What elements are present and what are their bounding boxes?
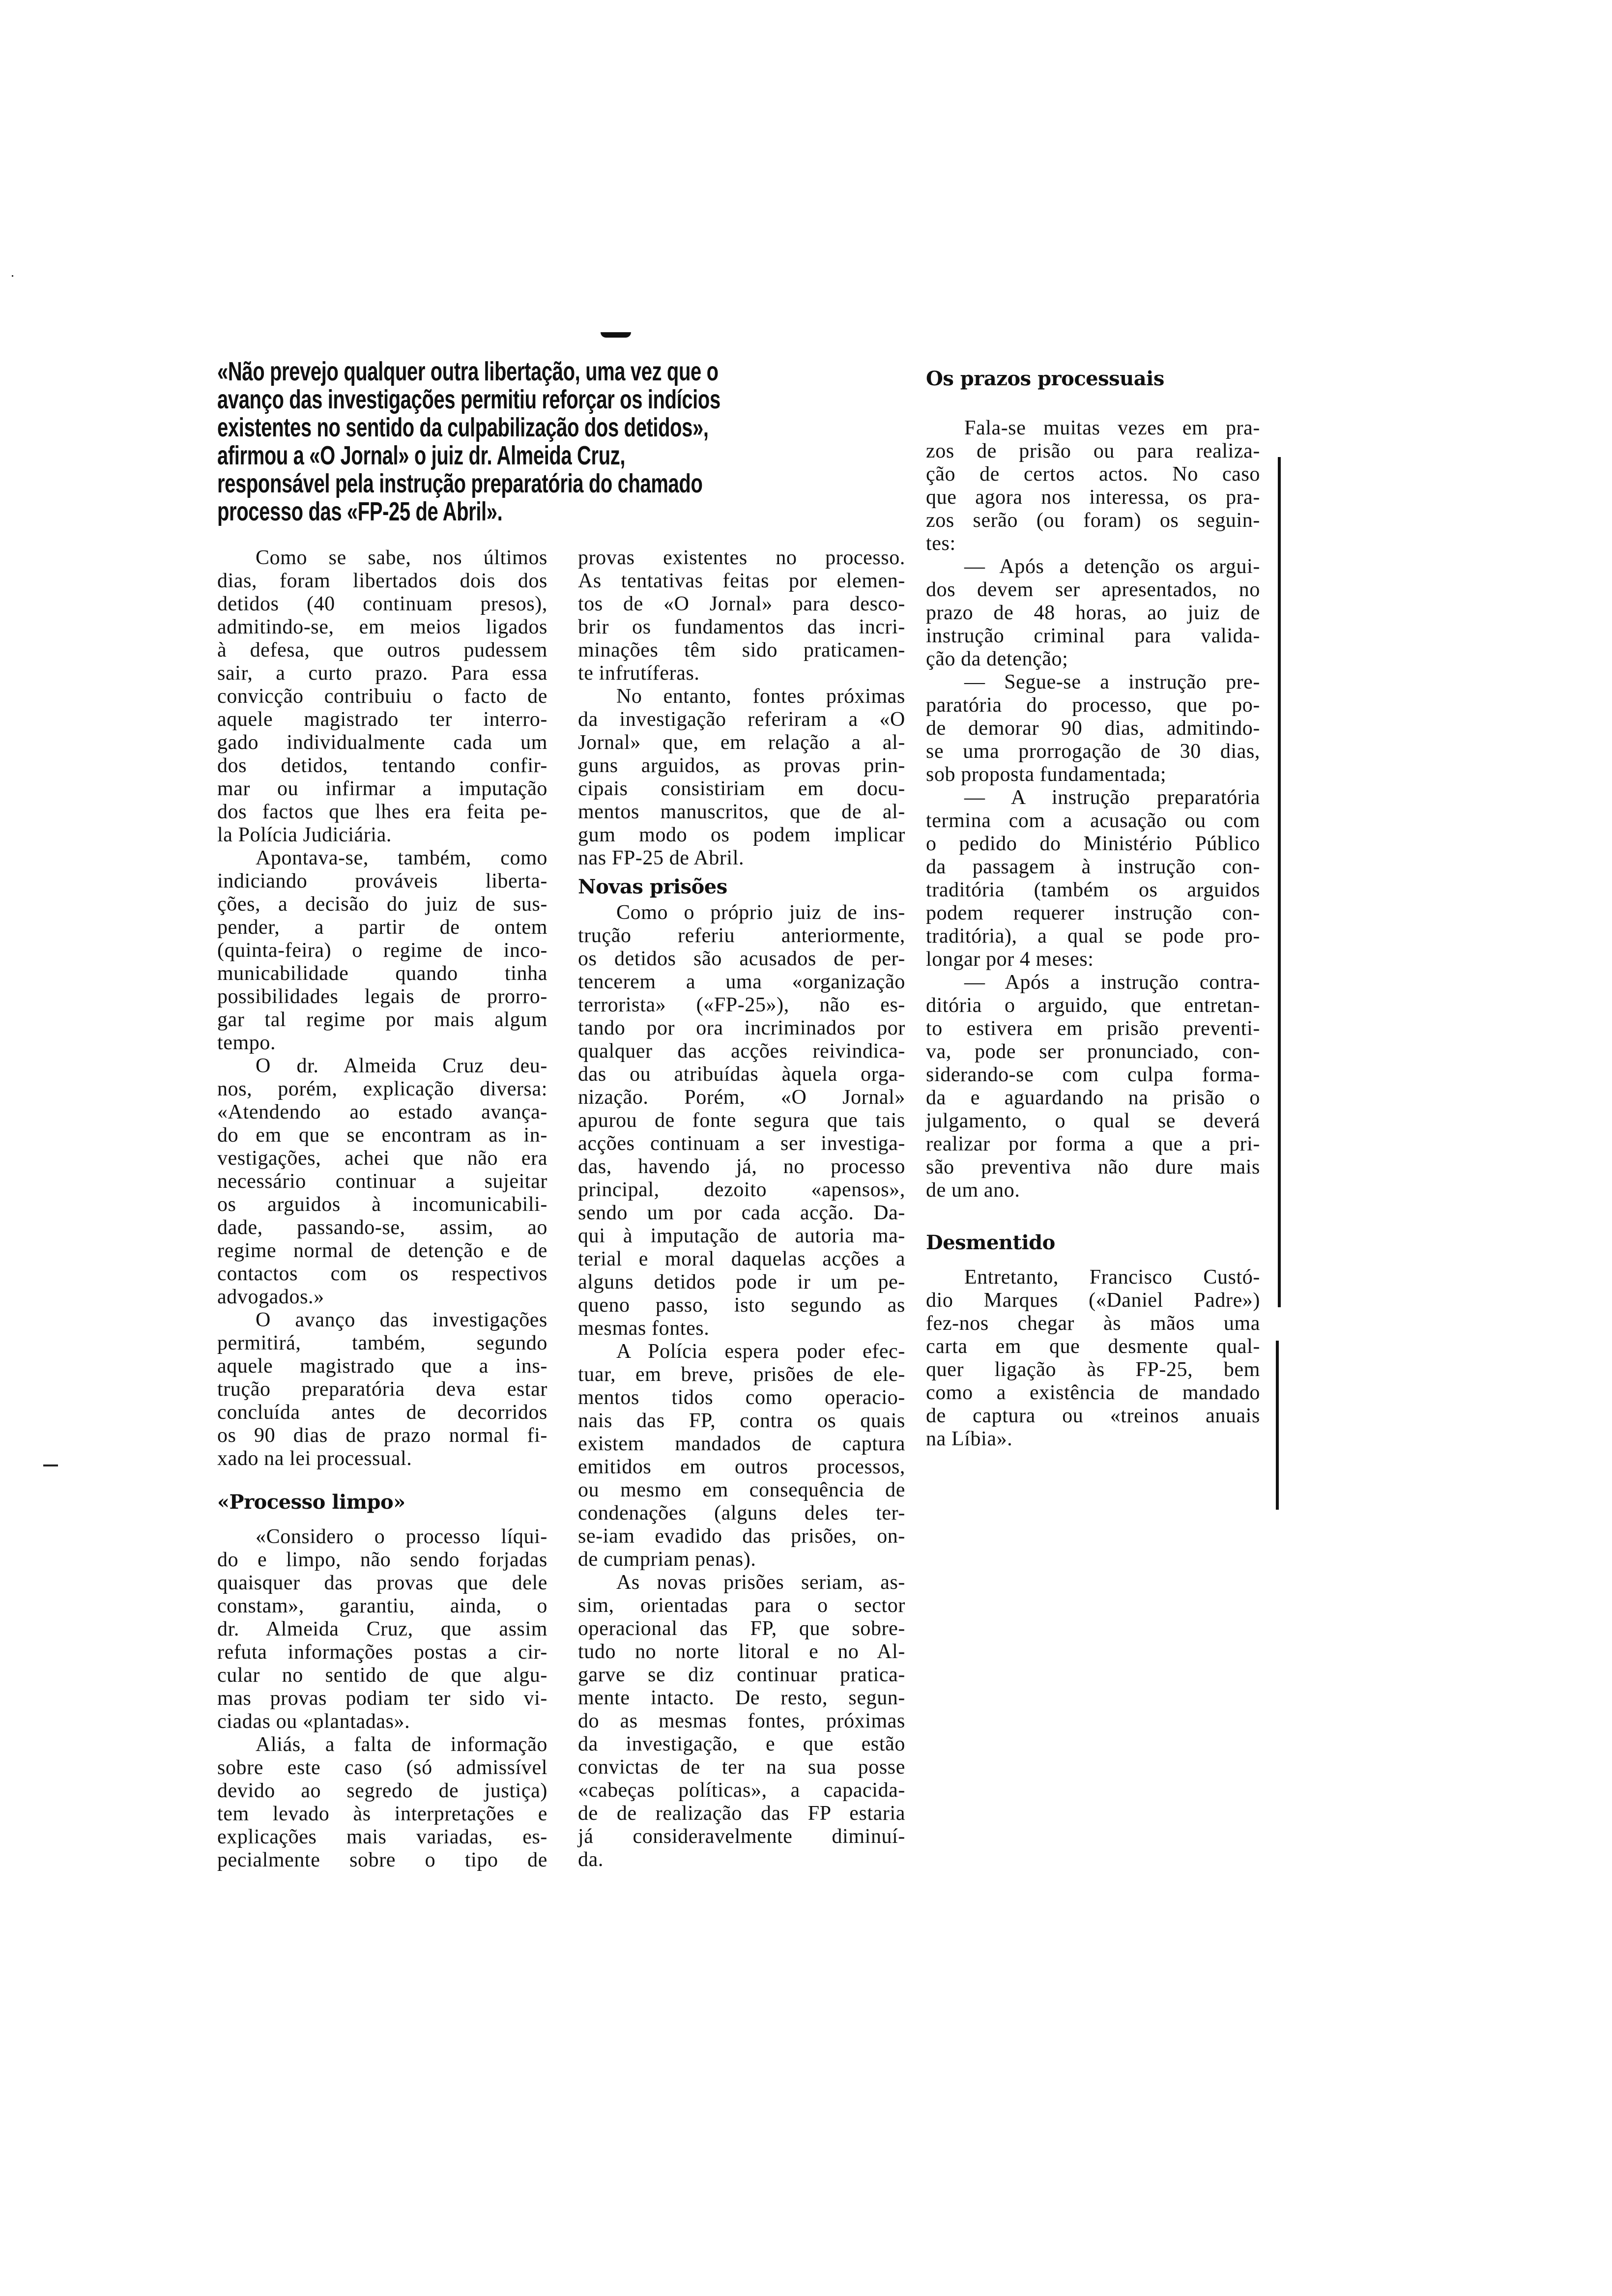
text-line: qualquer das acções reivindica- (578, 1040, 905, 1062)
text-line: o pedido do Ministério Público (926, 832, 1260, 855)
lead-line: «Não prevejo qualquer outra libertação, uma vez que o (217, 357, 719, 386)
paragraph (217, 1733, 547, 1872)
text-line: advogados.» (217, 1286, 324, 1308)
text-line: dade, passando-se, assim, ao (217, 1216, 547, 1239)
paragraph (217, 1055, 547, 1309)
text-line: detidos (40 continuam presos), (217, 593, 547, 615)
text-line: mas provas podiam ter sido vi- (217, 1687, 547, 1710)
paragraph (926, 1266, 1260, 1451)
text-line: dos factos que lhes era feita pe- (217, 801, 547, 823)
text-line: fez-nos chegar às mãos uma (926, 1312, 1260, 1335)
text-line: à defesa, que outros pudessem (217, 639, 547, 661)
text-line: traditória (também os arguidos (926, 879, 1260, 901)
article-column-3 (926, 367, 1260, 1451)
text-line: mentos tidos como operacio- (578, 1386, 905, 1409)
paragraph (578, 901, 905, 1340)
text-line: realizar por forma a que a pri- (926, 1133, 1260, 1155)
text-line: da passagem à instrução con- (926, 856, 1260, 878)
text-line: ção de certos actos. No caso (926, 463, 1260, 486)
text-line: O avanço das investigações (256, 1309, 547, 1331)
lead-line: responsável pela instrução preparatória do chamado (217, 469, 703, 498)
text-line: contactos com os respectivos (217, 1263, 547, 1285)
text-line: quaisquer das provas que dele (217, 1572, 547, 1594)
text-line: garve se diz continuar pratica- (578, 1664, 905, 1686)
text-line: — Segue-se a instrução pre- (964, 671, 1260, 693)
decorative-dash (601, 332, 631, 338)
text-line: da investigação, e que estão (578, 1733, 905, 1755)
text-line: admitindo-se, em meios ligados (217, 616, 547, 638)
text-line: aquele magistrado que a ins- (217, 1355, 547, 1378)
text-line: brir os fundamentos das incri- (578, 616, 905, 638)
paragraph (217, 1309, 547, 1470)
text-line: (quinta-feira) o regime de inco- (217, 939, 547, 962)
text-line: de cumpriam penas). (578, 1548, 756, 1571)
text-line: da e aguardando na prisão o (926, 1087, 1260, 1109)
lead-line: processo das «FP-25 de Abril». (217, 497, 503, 526)
text-line: das, havendo já, no processo (578, 1155, 905, 1178)
text-line: dos devem ser apresentados, no (926, 578, 1260, 601)
text-line: sim, orientadas para o sector (578, 1594, 905, 1617)
text-line: gum modo os podem implicar (578, 824, 905, 846)
paragraph (926, 555, 1260, 671)
paragraph (578, 685, 905, 870)
text-line: alguns detidos pode ir um pe- (578, 1271, 905, 1293)
paragraph (578, 1571, 905, 1871)
text-line: carta em que desmente qual- (926, 1335, 1260, 1358)
article-column-1 (217, 546, 547, 1872)
lead-line: avanço das investigações permitiu reforçar os indícios (217, 385, 720, 414)
text-line: convicção contribuiu o facto de (217, 685, 547, 708)
text-line: julgamento, o qual se deverá (926, 1110, 1260, 1132)
text-line: va, pode ser pronunciado, con- (926, 1040, 1260, 1063)
text-line: dio Marques («Daniel Padre») (926, 1289, 1260, 1312)
article-lead (217, 358, 905, 526)
text-line: nais das FP, contra os quais (578, 1409, 905, 1432)
text-line: trução referiu anteriormente, (578, 924, 905, 947)
text-line: Entretanto, Francisco Custó- (964, 1266, 1260, 1289)
text-line: «Considero o processo líqui- (256, 1525, 547, 1548)
paragraph (217, 546, 547, 847)
text-line: na Líbia». (926, 1428, 1013, 1450)
text-line: tando por ora incriminados por (578, 1017, 905, 1039)
text-line: — A instrução preparatória (964, 786, 1260, 809)
section-heading: «Processo limpo» (217, 1491, 405, 1514)
text-line: como a existência de mandado (926, 1381, 1260, 1404)
text-line: qui à imputação de autoria ma- (578, 1225, 905, 1247)
text-line: explicações mais variadas, es- (217, 1826, 547, 1848)
text-line: municabilidade quando tinha (217, 962, 547, 985)
text-line: cipais consistiriam em docu- (578, 777, 905, 800)
text-line: ou mesmo em consequência de (578, 1479, 905, 1501)
text-line: cular no sentido de que algu- (217, 1664, 547, 1687)
article-column-2 (578, 546, 905, 1871)
paragraph (926, 417, 1260, 555)
text-line: da. (578, 1848, 604, 1871)
text-line: «cabeças políticas», a capacida- (578, 1779, 905, 1802)
text-line: apurou de fonte segura que tais (578, 1109, 905, 1132)
text-line: tudo no norte litoral e no Al- (578, 1640, 905, 1663)
text-line: vestigações, achei que não era (217, 1147, 547, 1170)
paragraph (926, 786, 1260, 971)
paragraph (926, 971, 1260, 1202)
scan-mark (43, 1464, 58, 1466)
text-line: mentos manuscritos, que de al- (578, 801, 905, 823)
text-line: — Após a instrução contra- (964, 971, 1260, 994)
text-line: Aliás, a falta de informação (256, 1733, 547, 1756)
text-line: ção da detenção; (926, 648, 1068, 670)
text-line: quer ligação às FP-25, bem (926, 1358, 1260, 1381)
text-line: tos de «O Jornal» para desco- (578, 593, 905, 615)
text-line: se-iam evadido das prisões, on- (578, 1525, 905, 1548)
text-line: do e limpo, não sendo forjadas (217, 1549, 547, 1571)
text-line: dos detidos, tentando confir- (217, 754, 547, 777)
text-line: sendo um por cada acção. Da- (578, 1202, 905, 1224)
text-line: nos, porém, explicação diversa: (217, 1078, 547, 1100)
text-line: necessário continuar a sujeitar (217, 1170, 547, 1193)
section-heading: Os prazos processuais (926, 367, 1164, 390)
text-line: de um ano. (926, 1179, 1020, 1202)
text-line: As tentativas feitas por elemen- (578, 570, 905, 592)
text-line: pecialmente sobre o tipo de (217, 1849, 547, 1871)
text-line: operacional das FP, que sobre- (578, 1617, 905, 1640)
text-line: de demorar 90 dias, admitindo- (926, 717, 1260, 740)
text-line: tes: (926, 532, 956, 555)
text-line: tempo. (217, 1032, 276, 1054)
text-line: aquele magistrado ter interro- (217, 708, 547, 731)
text-line: da investigação referiram a «O (578, 708, 905, 731)
text-line: sob proposta fundamentada; (926, 763, 1167, 786)
text-line: se uma prorrogação de 30 dias, (926, 740, 1260, 763)
text-line: zos serão (ou foram) os seguin- (926, 509, 1260, 532)
text-line: ções, a decisão do juiz de sus- (217, 893, 547, 916)
text-line: permitirá, também, segundo (217, 1332, 547, 1354)
text-line: sair, a curto prazo. Para essa (217, 662, 547, 685)
text-line: As novas prisões seriam, as- (616, 1571, 905, 1594)
column-rule (1278, 457, 1281, 1307)
text-line: queno passo, isto segundo as (578, 1294, 905, 1317)
text-line: longar por 4 meses: (926, 948, 1094, 971)
paragraph (217, 847, 547, 1055)
text-line: de captura ou «treinos anuais (926, 1405, 1260, 1427)
text-line: «Atendendo ao estado avança- (217, 1101, 547, 1123)
text-line: acções continuam a ser investiga- (578, 1132, 905, 1155)
text-line: emitidos em outros processos, (578, 1456, 905, 1478)
text-line: gado individualmente cada um (217, 731, 547, 754)
text-line: principal, dezoito «apensos», (578, 1178, 905, 1201)
text-line: concluída antes de decorridos (217, 1401, 547, 1424)
text-line: traditória), a qual se pode pro- (926, 925, 1260, 947)
text-line: Apontava-se, também, como (256, 847, 547, 869)
text-line: siderando-se com culpa forma- (926, 1063, 1260, 1086)
text-line: convictas de ter na sua posse (578, 1756, 905, 1779)
text-line: nas FP-25 de Abril. (578, 847, 745, 869)
text-line: existem mandados de captura (578, 1433, 905, 1455)
text-line: termina com a acusação ou com (926, 809, 1260, 832)
text-line: que agora nos interessa, os pra- (926, 486, 1260, 509)
paragraph (217, 1525, 547, 1733)
text-line: tem levado às interpretações e (217, 1803, 547, 1825)
text-line: to estivera em prisão preventi- (926, 1017, 1260, 1040)
text-line: terrorista» («FP-25»), não es- (578, 994, 905, 1016)
text-line: devido ao segredo de justiça) (217, 1779, 547, 1802)
text-line: A Polícia espera poder efec- (616, 1340, 905, 1363)
text-line: Como se sabe, nos últimos (256, 546, 547, 569)
text-line: guns arguidos, as provas prin- (578, 754, 905, 777)
text-line: os detidos são acusados de per- (578, 947, 905, 970)
text-line: das ou atribuídas àquela orga- (578, 1063, 905, 1086)
text-line: dias, foram libertados dois dos (217, 570, 547, 592)
column-rule (1276, 1341, 1279, 1510)
section-heading: Novas prisões (578, 875, 727, 898)
text-line: dr. Almeida Cruz, que assim (217, 1618, 547, 1640)
text-line: mesmas fontes. (578, 1317, 710, 1340)
text-line: sobre este caso (só admissível (217, 1756, 547, 1779)
text-line: de de realização das FP estaria (578, 1802, 905, 1825)
text-line: condenações (alguns deles ter- (578, 1502, 905, 1524)
section-heading: Desmentido (926, 1231, 1055, 1254)
lead-line: existentes no sentido da culpabilização dos detidos», (217, 413, 709, 442)
text-line: Como o próprio juiz de ins- (616, 901, 905, 924)
text-line: zos de prisão ou para realiza- (926, 440, 1260, 462)
text-line: nização. Porém, «O Jornal» (578, 1086, 905, 1109)
text-line: la Polícia Judiciária. (217, 824, 392, 846)
text-line: instrução criminal para valida- (926, 625, 1260, 647)
paragraph (578, 1340, 905, 1571)
text-line: gar tal regime por mais algum (217, 1008, 547, 1031)
text-line: constam», garantiu, ainda, o (217, 1595, 547, 1617)
text-line: prazo de 48 horas, ao juiz de (926, 602, 1260, 624)
text-line: mar ou infirmar a imputação (217, 777, 547, 800)
text-line: do em que se encontram as in- (217, 1124, 547, 1147)
text-line: tencerem a uma «organização (578, 971, 905, 993)
text-line: minações têm sido praticamen- (578, 639, 905, 661)
text-line: pender, a partir de ontem (217, 916, 547, 939)
text-line: No entanto, fontes próximas (616, 685, 905, 708)
text-line: terial e moral daquelas acções a (578, 1248, 905, 1270)
text-line: Jornal» que, em relação a al- (578, 731, 905, 754)
paragraph (926, 671, 1260, 786)
text-line: xado na lei processual. (217, 1447, 412, 1470)
scan-dot (12, 275, 13, 277)
text-line: — Após a detenção os argui- (964, 555, 1260, 578)
text-line: possibilidades legais de prorro- (217, 985, 547, 1008)
paragraph (578, 546, 905, 685)
text-line: ditória o arguido, que entretan- (926, 994, 1260, 1017)
text-line: regime normal de detenção e de (217, 1239, 547, 1262)
text-line: são preventiva não dure mais (926, 1156, 1260, 1178)
text-line: ciadas ou «plantadas». (217, 1710, 410, 1733)
text-line: já consideravelmente diminuí- (578, 1825, 905, 1848)
text-line: te infrutíferas. (578, 662, 700, 685)
text-line: provas existentes no processo. (578, 546, 905, 569)
text-line: Fala-se muitas vezes em pra- (964, 417, 1260, 439)
text-line: refuta informações postas a cir- (217, 1641, 547, 1664)
text-line: indiciando prováveis liberta- (217, 870, 547, 892)
text-line: do as mesmas fontes, próximas (578, 1710, 905, 1732)
text-line: paratória do processo, que po- (926, 694, 1260, 717)
text-line: O dr. Almeida Cruz deu- (256, 1055, 547, 1077)
text-line: os arguidos à incomunicabili- (217, 1193, 547, 1216)
text-line: trução preparatória deva estar (217, 1378, 547, 1401)
text-line: mente intacto. De resto, segun- (578, 1687, 905, 1709)
text-line: podem requerer instrução con- (926, 902, 1260, 924)
lead-line: afirmou a «O Jornal» o juiz dr. Almeida Cruz, (217, 441, 626, 470)
text-line: tuar, em breve, prisões de ele- (578, 1363, 905, 1386)
text-line: os 90 dias de prazo normal fi- (217, 1424, 547, 1447)
